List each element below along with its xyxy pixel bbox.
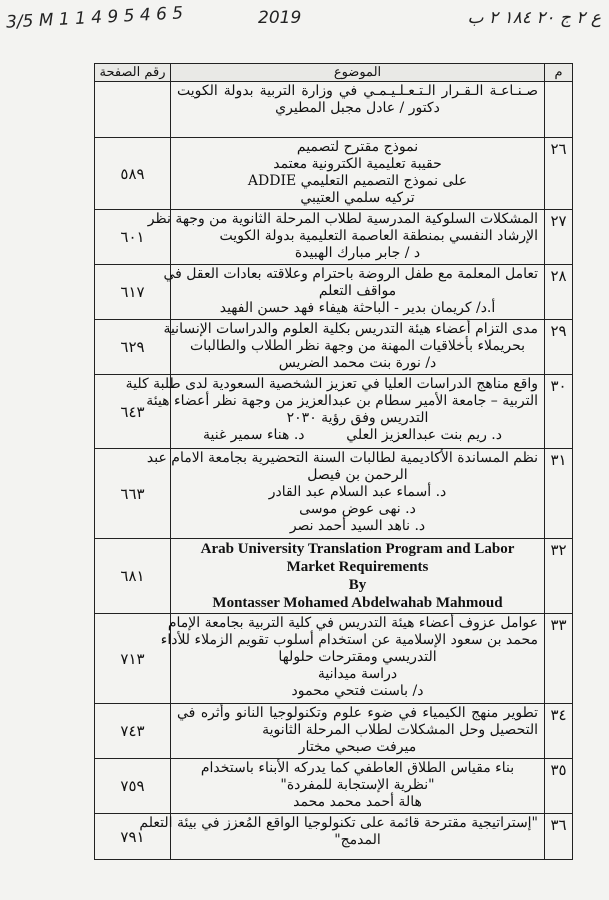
row-topic <box>171 759 545 814</box>
topic-line: المدمج" <box>334 832 381 848</box>
topic-line: صـنـاعـة الـقـرار الـتـعـلـيـمـي في وزارة التربية بدولة الكويت <box>177 83 538 99</box>
topic-line: بناء مقياس الطلاق العاطفي كما يدركه الأبناء باستخدام <box>200 760 515 776</box>
topic-line: "إستراتيجية مقترحة قائمة على تكنولوجيا الواقع المُعزز في بيئة التعلم <box>139 815 538 831</box>
row-page: ٧٩١ <box>95 814 171 860</box>
row-number: ٣٢ <box>545 539 573 614</box>
row-number: ٣٠ <box>545 375 573 449</box>
topic-line: الرحمن بن فيصل <box>307 467 408 483</box>
topic-line: Montasser Mohamed Abdelwahab Mahmoud <box>212 595 503 611</box>
topic-line: واقع مناهج الدراسات العليا في تعزيز الشخصية السعودية لدى طلبة كلية <box>125 376 538 392</box>
topic-line: على نموذج التصميم التعليمي ADDIE <box>247 173 468 189</box>
topic-line: د. نهى عوض موسى <box>299 501 416 517</box>
row-topic <box>171 138 545 210</box>
handwritten-note-right: ع ٢ ج ٢٠ ١٨٤ ٢ ب <box>467 8 601 28</box>
row-page: ٦٦٣ <box>95 449 171 539</box>
topic-line: مواقف التعلم <box>318 283 397 299</box>
topic-line: دراسة ميدانية <box>317 666 398 682</box>
topic-line: عوامل عزوف أعضاء هيئة التدريس في كلية التربية بجامعة الإمام <box>167 615 538 631</box>
row-number: ٣٥ <box>545 759 573 814</box>
topic-line: Arab University Translation Program and Labor <box>200 541 515 557</box>
topic-line: حقيبة تعليمية الكترونية معتمد <box>273 156 442 172</box>
header-topic: الموضوع <box>171 64 545 82</box>
row-number: ٢٦ <box>545 138 573 210</box>
topic-line: د/ نورة بنت محمد الضريس <box>278 355 437 371</box>
topic-line: دكتور / عادل مجبل المطيري <box>275 100 440 116</box>
row-number: ٢٨ <box>545 265 573 320</box>
table-row <box>95 320 573 375</box>
row-number: ٢٩ <box>545 320 573 375</box>
header-num: م <box>545 64 573 82</box>
header-page: رقم الصفحة <box>95 64 171 82</box>
topic-line: التدريس وفق رؤية ٢٠٣٠ <box>286 410 429 426</box>
table-row <box>95 704 573 759</box>
row-number: ٣١ <box>545 449 573 539</box>
row-number: ٣٤ <box>545 704 573 759</box>
row-number: ٣٣ <box>545 614 573 704</box>
table-row <box>95 449 573 539</box>
row-topic <box>147 210 545 265</box>
handwritten-year: 2019 <box>258 8 302 28</box>
topic-line: تركيه سلمي العتيبي <box>300 190 415 206</box>
row-number <box>545 82 573 138</box>
handwritten-note-left: 3/5 M 1 1 4 9 5 4 6 5 <box>5 3 184 33</box>
table-row <box>95 210 573 265</box>
row-page: ٦٨١ <box>95 539 171 614</box>
row-page: ٦٢٩ <box>95 320 171 375</box>
row-topic <box>163 320 545 375</box>
row-page: ٥٨٩ <box>95 138 171 210</box>
row-topic <box>139 814 545 860</box>
topic-line: د / جابر مبارك الهبيدة <box>294 245 421 261</box>
row-number: ٣٦ <box>545 814 573 860</box>
row-page: ٧٤٣ <box>95 704 171 759</box>
row-page: ٦٤٣ <box>95 375 171 449</box>
topic-line: التدريسي ومقترحات حلولها <box>278 649 437 665</box>
author: د. هناء سمير غنية <box>203 427 305 443</box>
row-topic <box>171 539 545 614</box>
topic-line: د/ باسنت فتحي محمود <box>291 683 424 699</box>
table-of-contents <box>94 63 573 860</box>
topic-line: "نظرية الإستجابة للمفردة" <box>280 777 435 793</box>
topic-line: نموذج مقترح لتصميم <box>296 139 419 155</box>
topic-line: د. ناهد السيد أحمد نصر <box>289 518 426 534</box>
table-row <box>95 759 573 814</box>
table-header-row <box>95 64 573 82</box>
table-row <box>95 814 573 860</box>
topic-line: بحريملاء بأخلاقيات المهنة من وجهة نظر الطلاب والطالبات <box>189 338 526 354</box>
topic-line: Market Requirements <box>286 559 429 575</box>
topic-line: المشكلات السلوكية المدرسية لطلاب المرحلة الثانوية من وجهة نظر <box>147 211 538 227</box>
topic-line: التربية – جامعة الأمير سطام بن عبدالعزيز من وجهة نظر أعضاء هيئة <box>146 393 538 409</box>
row-topic <box>146 449 545 539</box>
topic-line: أ.د/ كريمان بدير - الباحثة هيفاء فهد حسن الفهيد <box>219 300 496 316</box>
row-page <box>95 82 171 138</box>
topic-line: By <box>348 577 367 593</box>
topic-line: محمد بن سعود الإسلامية عن استخدام أسلوب تقويم الزملاء للأداء <box>160 632 538 648</box>
table-row <box>95 138 573 210</box>
row-topic <box>163 265 545 320</box>
table-row <box>95 82 573 138</box>
author: د. ريم بنت عبدالعزيز العلي <box>346 427 502 443</box>
topic-line: ميرفت صبحي مختار <box>298 739 417 755</box>
row-topic <box>171 704 545 759</box>
row-page: ٧٥٩ <box>95 759 171 814</box>
topic-line: تعامل المعلمة مع طفل الروضة باحترام وعلاقته بعادات العقل في <box>163 266 538 282</box>
authors-line <box>173 427 542 444</box>
row-topic <box>171 82 545 138</box>
row-page: ٦١٧ <box>95 265 171 320</box>
table-row <box>95 265 573 320</box>
topic-line: د. أسماء عبد السلام عبد القادر <box>268 484 447 500</box>
topic-line: مدى التزام أعضاء هيئة التدريس بكلية العلوم والدراسات الإنسانية <box>163 321 538 337</box>
table-row <box>95 539 573 614</box>
topic-line: تطوير منهج الكيمياء في ضوء علوم وتكنولوجيا النانو وأثره في <box>177 705 538 721</box>
topic-line: الإرشاد النفسي بمنطقة العاصمة التعليمية بدولة الكويت <box>219 228 538 244</box>
row-topic <box>160 614 545 704</box>
topic-line: التحصيل وحل المشكلات لطلاب المرحلة الثانوية <box>262 722 538 738</box>
row-number: ٢٧ <box>545 210 573 265</box>
topic-line: نظم المساندة الأكاديمية لطالبات السنة التحضيرية بجامعة الامام عبد <box>146 450 538 466</box>
table-row <box>95 614 573 704</box>
row-page: ٧١٣ <box>95 614 171 704</box>
table-row <box>95 375 573 449</box>
topic-line: هالة أحمد محمد محمد <box>293 794 422 810</box>
row-page: ٦٠١ <box>95 210 171 265</box>
